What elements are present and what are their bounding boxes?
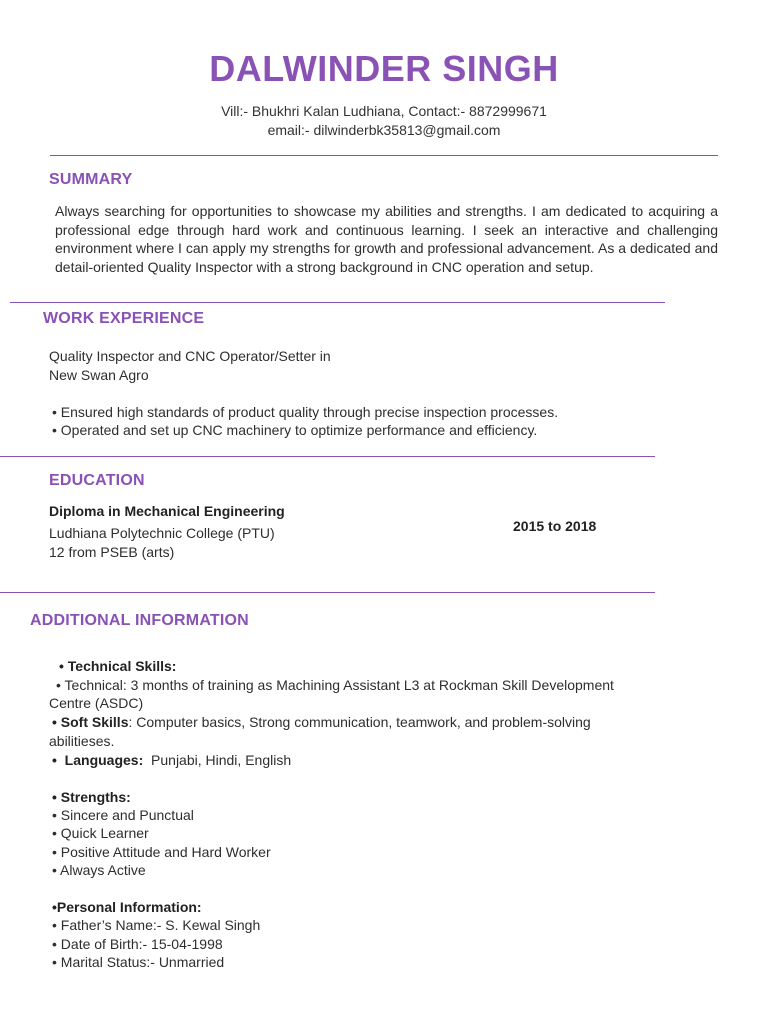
strength-item: • Sincere and Punctual — [52, 807, 194, 823]
additional-info-heading: ADDITIONAL INFORMATION — [30, 612, 249, 629]
degree-title: Diploma in Mechanical Engineering — [49, 503, 285, 519]
summary-text: Always searching for opportunities to showcase my abilities and strengths. I am dedicated to acquiring a professional edge through hard work and continuous learning. I seek an interactive and challenging environment where I can apply my strengths for growth and professional advancement. As a dedicated and detail-oriented Quality Inspector with a strong background in CNC operation and setup. — [55, 203, 718, 275]
strength-item: • Quick Learner — [52, 825, 149, 841]
languages-text: Punjabi, Hindi, English — [143, 752, 292, 768]
strength-item: • Positive Attitude and Hard Worker — [52, 844, 271, 860]
summary-heading: SUMMARY — [49, 171, 133, 188]
soft-skills-text-cont: abilitieses. — [49, 733, 115, 749]
technical-skills-text-cont: Centre (ASDC) — [49, 695, 144, 711]
email-line: email:- dilwinderbk35813@gmail.com — [267, 122, 501, 138]
contact-line: Vill:- Bhukhri Kalan Ludhiana, Contact:- 8872999671 — [221, 103, 547, 119]
languages-line — [52, 751, 291, 770]
header-divider — [50, 155, 718, 156]
personal-info-label: •Personal Information: — [52, 899, 202, 915]
work-experience-heading: WORK EXPERIENCE — [43, 310, 205, 327]
technical-skills-text: • Technical: 3 months of training as Machining Assistant L3 at Rockman Skill Development — [56, 677, 614, 693]
strengths-label: • Strengths: — [52, 789, 131, 805]
languages-label: • Languages: — [52, 752, 144, 768]
summary-divider — [10, 302, 665, 303]
college-name: Ludhiana Polytechnic College (PTU) — [49, 525, 275, 541]
experience-divider — [0, 456, 655, 457]
school-info: 12 from PSEB (arts) — [49, 544, 175, 560]
education-heading: EDUCATION — [49, 472, 145, 489]
soft-skills-text: : Computer basics, Strong communication, teamwork, and problem-solving — [128, 714, 591, 730]
company-name: New Swan Agro — [49, 367, 149, 383]
experience-bullet: • Ensured high standards of product quality through precise inspection processes. — [52, 404, 559, 420]
experience-bullet: • Operated and set up CNC machinery to optimize performance and efficiency. — [52, 422, 538, 438]
technical-skills-label: • Technical Skills: — [59, 658, 177, 674]
job-title: Quality Inspector and CNC Operator/Setter in — [49, 348, 331, 364]
strength-item: • Always Active — [52, 862, 146, 878]
candidate-name: DALWINDER SINGH — [209, 48, 559, 89]
soft-skills-line — [52, 713, 591, 732]
soft-skills-label: • Soft Skills — [52, 714, 129, 730]
personal-info-item: • Date of Birth:- 15-04-1998 — [52, 936, 223, 952]
personal-info-item: • Marital Status:- Unmarried — [52, 954, 225, 970]
education-years: 2015 to 2018 — [513, 518, 597, 534]
personal-info-item: • Father’s Name:- S. Kewal Singh — [52, 917, 261, 933]
education-divider — [0, 592, 655, 593]
